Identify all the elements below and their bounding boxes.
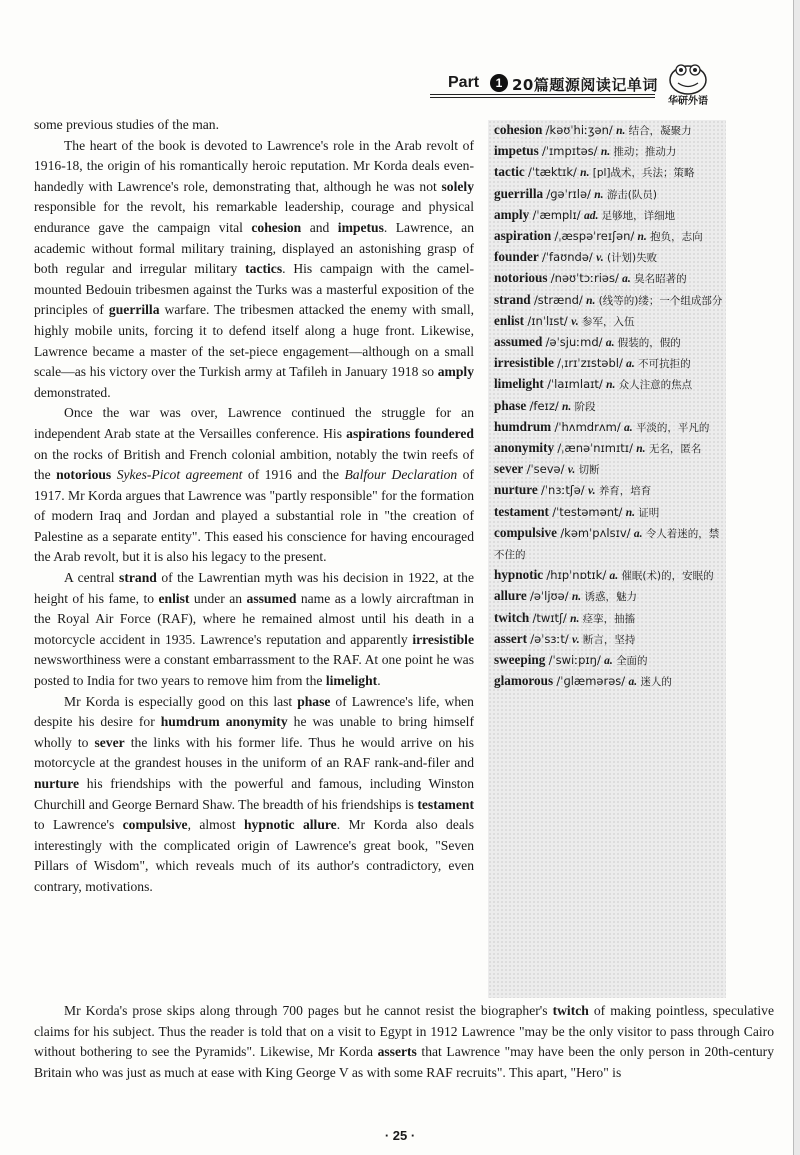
text-run: 推动；推动力 (613, 146, 677, 159)
text-run: , almost (187, 817, 244, 833)
text-run: n. (570, 612, 580, 625)
paragraph-2 (34, 136, 474, 404)
text-run: of the Lawrentian myth was his decision in 1922, at the height of his fame, to (34, 570, 474, 606)
logo-text: 华研外语 (668, 96, 708, 107)
text-run: a. (628, 676, 638, 689)
text-run: nurture (494, 482, 538, 498)
text-run: 催眠(术)的，安眠的 (621, 570, 714, 583)
vocab-entry-assert (488, 629, 726, 650)
text-run: 游击(队员) (606, 188, 658, 201)
text-run: /ˈnɜːtʃə/ (541, 483, 585, 498)
vocabulary-panel (488, 120, 726, 998)
text-run: (线等的)缕；一个组成部分 (598, 294, 723, 307)
vocab-entry-strand (488, 290, 726, 311)
text-run: allure (494, 588, 527, 604)
text-run: 足够地，详细地 (601, 209, 676, 222)
keyword: aspirations (346, 425, 411, 441)
article-left-column (34, 115, 474, 898)
text-run: founder (494, 249, 539, 265)
vocab-entry-testament (488, 502, 726, 523)
keyword: testament (417, 796, 474, 812)
text-run: 令人着迷的，禁不住的 (494, 527, 720, 562)
text-run: enlist (494, 312, 525, 328)
text-run: sweeping (494, 652, 546, 668)
text-run: n. (562, 400, 572, 413)
text-run: humdrum (494, 418, 552, 434)
text-run: v. (596, 252, 604, 265)
text-run: testament (494, 503, 549, 519)
text-run: A central (64, 570, 120, 586)
text-run: The heart of the book is devoted to Lawrence's role in the Arab revolt of 1916-18, the origin of his romantically heroic reputation. Mr Korda deals even-handedly with Lawrence's role, demonstrating that, although he was not (34, 137, 474, 194)
text-run: a. (605, 337, 615, 350)
text-run: name as a lowly aircraftman in the Royal Air Force (RAF), where he remained almost until his death in a motorcycle accident in 1935. Lawrence's reputation and apparently (34, 590, 474, 647)
paragraph-4 (34, 568, 474, 692)
text-run: /əˈsɜːt/ (530, 631, 569, 646)
text-run: 阶段 (574, 400, 596, 413)
text-run: n. (616, 125, 626, 137)
vocab-entry-enlist (488, 311, 726, 332)
text-run: amply (494, 206, 530, 222)
keyword: humdrum anonymity (160, 714, 288, 730)
keyword: guerrilla (108, 302, 160, 318)
keyword: amply (437, 364, 474, 380)
text-run: n. (580, 167, 590, 180)
text-run: responsible for the revolt, his remarkable leadership, courage and physical endurance gave the campaign vital (34, 199, 474, 235)
text-run: 臭名昭著的 (634, 273, 687, 286)
text-run: 迷人的 (640, 676, 672, 689)
text-run: anonymity (494, 440, 555, 456)
text-run: 参军，入伍 (581, 315, 635, 328)
text-run: Mr Korda is especially good on this last (64, 693, 298, 709)
text-run: 平淡的，平凡的 (635, 421, 710, 434)
text-run: of 1916 and the (242, 467, 345, 483)
text-run: n. (625, 506, 635, 519)
italic-title: Sykes-Picot agreement (116, 467, 243, 483)
text-run: /ˈfaʊndə/ (542, 250, 593, 265)
text-run: n. (571, 591, 582, 604)
text-run: /əˈsjuːmd/ (545, 335, 603, 350)
text-run: 断言，坚持 (582, 633, 636, 646)
text-run: 众人注意的焦点 (618, 379, 693, 392)
text-run: n. (606, 379, 616, 392)
text-run: . Mr Korda also deals interestingly with the complicated origin of Lawrence's great book, "Seven Pillars of Wisdom", which reveals much of its author's contradictory, even contrary, motivations. (34, 817, 474, 894)
vocab-entry-cohesion (488, 120, 726, 141)
header-title: 20篇题源阅读记单词 (512, 76, 658, 94)
text-run: of 1917. Mr Korda argues that Lawrence was "partly responsible" for the formation of modern Iraq and Jordan and played a substantial role in "the creation of Palestine as a separate entity". This eased his conscience for having encouraged the Arab revolt, but it is also his legacy to the present. (34, 467, 474, 565)
text-run: 不可抗拒的 (638, 358, 691, 371)
text-run: /strænd/ (533, 292, 583, 307)
text-run: 假装的，假的 (617, 337, 681, 350)
text-run: n. (637, 231, 647, 244)
keyword: compulsive (122, 817, 188, 833)
vocab-entry-amply (488, 205, 726, 226)
text-run: /ˈsevə/ (526, 462, 565, 477)
text-run: /twɪtʃ/ (532, 610, 567, 625)
part-label: Part (448, 74, 480, 91)
text-run: v. (572, 633, 580, 646)
text-run: /ɪnˈlɪst/ (527, 313, 568, 328)
text-run: limelight (494, 376, 544, 392)
text-run: (计划)失败 (606, 252, 658, 265)
text-run: tactic (494, 164, 525, 180)
page-edge-bar (793, 0, 800, 1155)
text-run: a. (626, 358, 635, 371)
keyword: nurture (34, 776, 80, 791)
vocab-entry-sever (488, 459, 726, 480)
publisher-logo (664, 58, 712, 106)
text-run: [pl]战术，兵法；策略 (592, 167, 695, 180)
text-run: his friendships with the powerful and famous, including Winston Churchill and George Bernard Shaw. The breadth of his friendships is (34, 776, 474, 812)
vocab-entry-humdrum (488, 417, 726, 438)
text-run: warfare. The tribesmen attacked the enemy with small, highly mobile units, forcing it to defend itself along a huge front. Likewise, Lawrence became a master of the set-piece engagement—although on a small scale—as his victory over the Turkish army at Tafileh in January 1918 so (34, 302, 474, 380)
text-run: a. (604, 655, 613, 668)
vocab-entry-irresistible (488, 353, 726, 374)
text-run: /ˈhʌmdrʌm/ (554, 419, 621, 434)
text-run: demonstrated. (34, 384, 111, 400)
vocab-entry-founder (488, 247, 726, 268)
paragraph-1 (34, 115, 474, 136)
keyword: foundered (414, 425, 474, 441)
text-run: /ˈæmplɪ/ (532, 207, 581, 222)
keyword: limelight (325, 673, 378, 689)
text-run: . His campaign with the camel-mounted Bedouin tribesmen against the Turks was a masterful exposition of the principles of (34, 261, 474, 318)
text-run: /kəʊˈhiːʒən/ (545, 123, 613, 137)
text-run: 结合，凝聚力 (628, 125, 692, 137)
text-run: a. (609, 570, 619, 583)
text-run: 诱惑，魅力 (584, 591, 637, 604)
text-run: impetus (494, 143, 539, 159)
vocab-entry-limelight (488, 374, 726, 395)
text-run: 无名，匿名 (648, 443, 702, 456)
text-run: aspiration (494, 228, 552, 244)
text-run: hypnotic (494, 567, 544, 583)
text-run: of Lawrence's life, when despite his desire for (34, 693, 474, 730)
text-run: /ˈlaɪmlaɪt/ (547, 377, 603, 392)
text-run: irresistible (494, 355, 554, 371)
text-run: /feɪz/ (529, 398, 559, 413)
text-run: assumed (494, 334, 543, 350)
part-number-badge: 1 (490, 74, 508, 92)
text-run: /nəʊˈtɔːriəs/ (550, 271, 619, 286)
text-run: v. (567, 464, 576, 477)
italic-title: Balfour Declaration (344, 467, 458, 483)
text-run: 切断 (578, 464, 600, 477)
vocab-entry-allure (488, 586, 726, 607)
text-run: n. (594, 188, 604, 201)
header-rule (430, 94, 655, 95)
text-run: a. (633, 527, 643, 540)
page-number: · 25 · (384, 1128, 416, 1143)
text-run: the links with his former life. Thus he would arrive on his motorcycle at the grandest houses in the uniform of an RAF rank-and-filer and (34, 734, 474, 771)
keyword: asserts (377, 1044, 417, 1060)
vocab-entry-hypnotic (488, 565, 726, 586)
text-run: on the rocks of British and French colonial ambition, notably the twin reefs of the (34, 446, 474, 483)
keyword: phase (297, 693, 331, 709)
text-run: Mr Korda's prose skips along through 700 pages but he cannot resist the biographer's (64, 1003, 553, 1018)
text-run: /ˈtæktɪk/ (528, 165, 577, 180)
keyword: sever (94, 734, 125, 750)
vocab-entry-impetus (488, 141, 726, 162)
keyword: assumed (246, 590, 297, 606)
text-run: newsworthiness were a constant embarrassment to the RAF. At one point he was posted to India for two years to remove him from the (34, 652, 474, 689)
header-rule-thin (430, 97, 655, 98)
text-run: some previous studies of the man. (34, 117, 219, 132)
text-run: /ˌɪrɪˈzɪstəbl/ (557, 356, 623, 371)
text-run: /ˈɪmpɪtəs/ (542, 144, 598, 159)
text-run: cohesion (494, 122, 543, 137)
text-run: sever (494, 461, 524, 477)
text-run: /ˌænəˈnɪmɪtɪ/ (557, 441, 633, 456)
keyword: twitch (552, 1003, 589, 1018)
text-run: v. (587, 485, 596, 498)
text-run: a. (622, 273, 631, 286)
text-run: 全面的 (616, 655, 648, 668)
text-run: twitch (494, 609, 530, 625)
keyword: impetus (337, 219, 384, 235)
text-run: . (377, 673, 381, 689)
text-run: notorious (494, 270, 548, 286)
keyword: strand (119, 570, 157, 586)
text-run: guerrilla (494, 185, 544, 201)
paragraph-3 (34, 403, 474, 568)
vocab-entry-phase (488, 396, 726, 417)
text-run: compulsive (494, 524, 558, 540)
text-run: to Lawrence's (34, 817, 123, 833)
text-run: /ˈɡlæmərəs/ (556, 674, 626, 689)
text-run: v. (571, 315, 579, 328)
text-run: /ɡəˈrɪlə/ (546, 186, 591, 201)
vocab-entry-nurture (488, 480, 726, 501)
text-run: 抱负，志向 (650, 231, 703, 244)
keyword: irresistible (412, 631, 474, 647)
text-run: strand (494, 291, 531, 307)
text-run: /əˈljʊə/ (530, 589, 569, 604)
text-run: he was unable to bring himself wholly to (34, 714, 474, 750)
vocab-entry-anonymity (488, 438, 726, 459)
text-run: 痉挛，抽搐 (582, 612, 636, 625)
text-run: Once the war was over, Lawrence continued the struggle for an independent Arab state at the Versailles conference. His (34, 405, 474, 441)
text-run: that Lawrence "may have been the only person in 20th-century Britain who was just as much at ease with King George V as with some RAF recruits". This apart, "Hero" is (34, 1044, 774, 1080)
keyword: hypnotic allure (243, 817, 337, 833)
text-run: n. (636, 443, 646, 456)
keyword: cohesion (251, 219, 302, 235)
vocab-entry-glamorous (488, 671, 726, 692)
keyword: solely (441, 178, 474, 194)
vocab-entry-notorious (488, 268, 726, 289)
text-run: phase (494, 397, 527, 413)
vocab-entry-twitch (488, 608, 726, 629)
text-run: n. (600, 146, 611, 159)
article-bottom-text (34, 1001, 774, 1083)
page-header (0, 62, 800, 106)
text-run: 养育，培育 (598, 485, 652, 498)
text-run: n. (586, 294, 596, 307)
text-run: /kəmˈpʌlsɪv/ (560, 525, 631, 540)
text-run: and (301, 219, 338, 235)
vocab-entry-assumed (488, 332, 726, 353)
text-run: /ˈtestəmənt/ (552, 504, 623, 519)
keyword: enlist (158, 590, 190, 606)
text-run: a. (624, 421, 633, 434)
keyword: tactics (245, 261, 283, 277)
text-run: /ˌæspəˈreɪʃən/ (554, 229, 635, 244)
paragraph-5 (34, 692, 474, 898)
keyword: notorious (56, 467, 112, 483)
vocab-entry-aspiration (488, 226, 726, 247)
text-run: glamorous (494, 673, 554, 689)
text-run: of making pointless, speculative claims for his subject. Thus the reader is told that on a visit to Egypt in 1912 Lawrence "may be the only visitor to pass through Cairo without bothering to see the Pyramids". Likewise, Mr Korda (34, 1003, 774, 1060)
text-run: . Lawrence, an academic without formal military training, displayed an astonishing grasp of both regular and irregular military (34, 219, 474, 277)
text-run: ad. (583, 209, 599, 222)
vocab-entry-sweeping (488, 650, 726, 671)
text-run: 证明 (638, 506, 660, 519)
text-run: /hɪpˈnɒtɪk/ (546, 568, 607, 583)
paragraph-6 (34, 1001, 774, 1083)
text-run: /ˈswiːpɪŋ/ (548, 653, 601, 668)
vocab-entry-compulsive (488, 523, 726, 565)
text-run: under an (189, 590, 247, 606)
vocab-entry-guerrilla (488, 184, 726, 205)
vocab-entry-tactic (488, 162, 726, 183)
text-run: assert (494, 630, 527, 646)
